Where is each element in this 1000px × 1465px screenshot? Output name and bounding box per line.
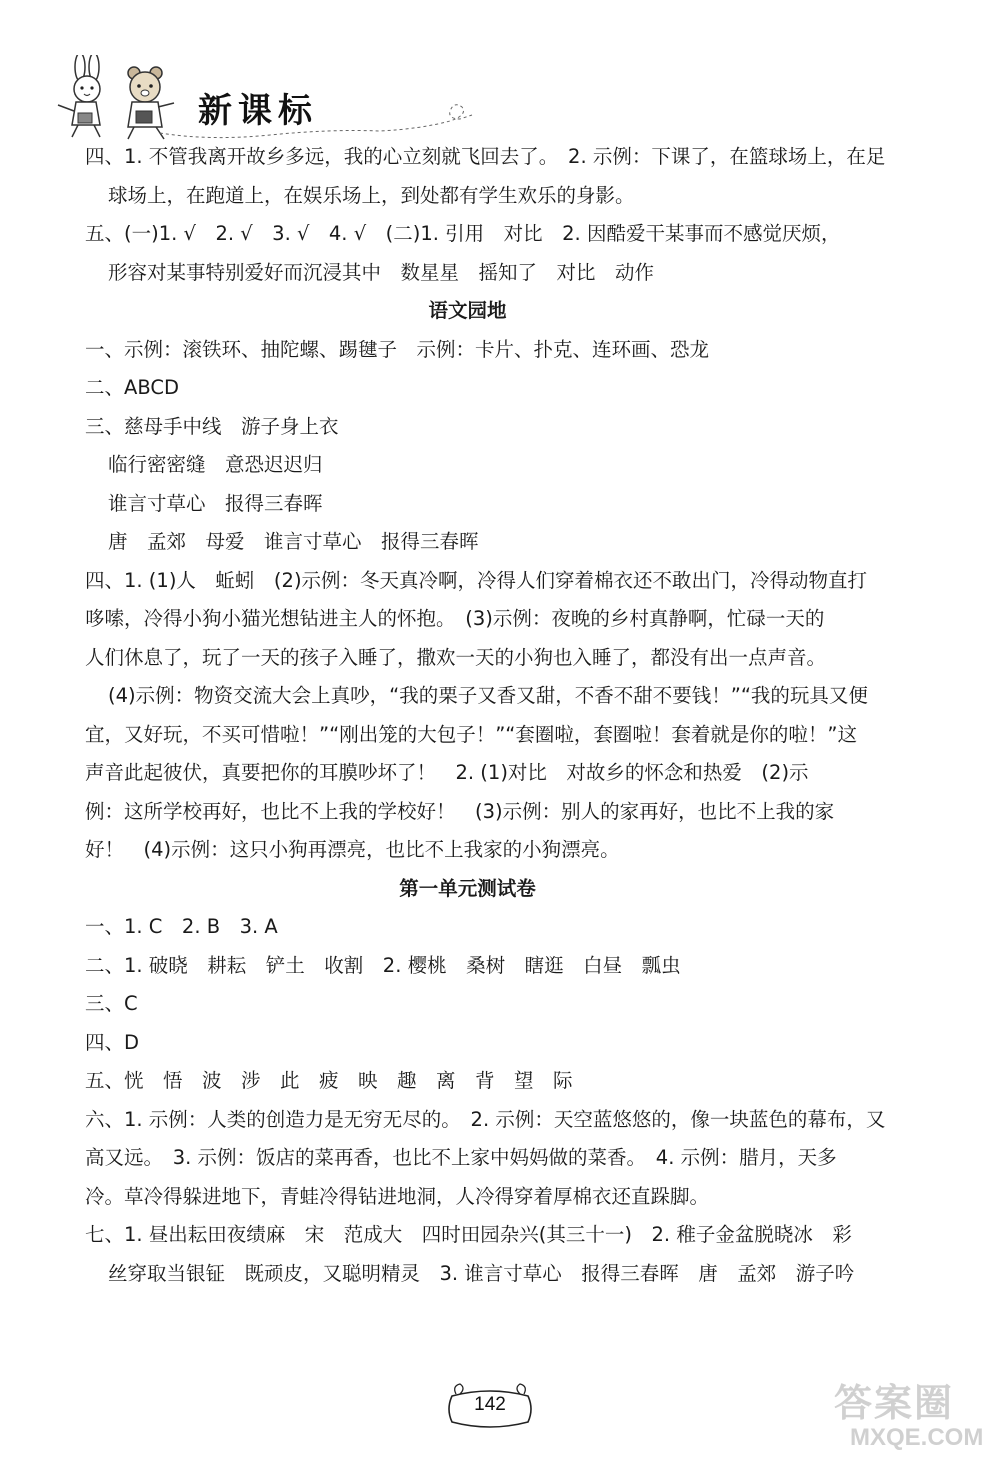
text-line: 一、1. C 2. B 3. A	[85, 915, 278, 938]
section-heading: 第一单元测试卷	[399, 876, 536, 900]
text-line: 一、示例：滚铁环、抽陀螺、踢毽子 示例：卡片、扑克、连环画、恐龙	[85, 337, 710, 361]
watermark-text: 答案圈	[834, 1381, 955, 1425]
text-line: 五、(一)1. √ 2. √ 3. √ 4. √ (二)1. 引用 对比 2. 因酷爱干某事而不感觉厌烦，	[85, 222, 841, 245]
text-line: 四、1. (1)人 蚯蚓 (2)示例：冬天真冷啊，冷得人们穿着棉衣还不敢出门，冷得动物直打	[85, 568, 868, 592]
text-line: 二、ABCD	[85, 376, 180, 399]
text-line: 三、C	[85, 992, 138, 1015]
page-footer	[442, 1382, 538, 1436]
text-line: 四、D	[85, 1030, 140, 1054]
text-line: 形容对某事特别爱好而沉浸其中 数星星 摇知了 对比 动作	[108, 260, 655, 284]
text-line: 四、1. 不管我离开故乡多远，我的心立刻就飞回去了。 2. 示例：下课了，在篮球场上，在足	[85, 145, 886, 168]
text-line: 唐 孟郊 母爱 谁言寸草心 报得三春晖	[108, 530, 479, 553]
text-line: 七、1. 昼出耘田夜绩麻 宋 范成大 四时田园杂兴(其三十一) 2. 稚子金盆脱晓冰 彩	[85, 1223, 852, 1246]
text-line: 丝穿取当银钲 既顽皮，又聪明精灵 3. 谁言寸草心 报得三春晖 唐 孟郊 游子吟	[108, 1261, 855, 1285]
text-line: 人们休息了，玩了一天的孩子入睡了，撒欢一天的小狗也入睡了，都没有出一点声音。	[85, 645, 827, 669]
text-line: 二、1. 破晓 耕耘 铲土 收割 2. 樱桃 桑树 瞎逛 白昼 瓢虫	[85, 953, 681, 977]
text-line: 冷。草冷得躲进地下，青蛙冷得钻进地洞，人冷得穿着厚棉衣还直跺脚。	[85, 1184, 710, 1208]
text-line: 临行密密缝 意恐迟迟归	[108, 453, 323, 476]
section-heading: 语文园地	[428, 299, 507, 322]
watermark-url: MXQE.COM	[850, 1424, 984, 1451]
text-line: 例：这所学校再好，也比不上我的学校好！ (3)示例：别人的家再好，也比不上我的家	[85, 799, 835, 823]
watermark	[828, 1368, 990, 1460]
brand-title: 新课标	[198, 91, 318, 131]
text-line: 宜，又好玩，不买可惜啦！”“刚出笼的大包子！”“套圈啦，套圈啦！套着就是你的啦！”这	[85, 722, 858, 746]
text-line: 球场上，在跑道上，在娱乐场上，到处都有学生欢乐的身影。	[108, 183, 635, 207]
page-number: 142	[474, 1394, 506, 1415]
text-line: 哆嗦，冷得小狗小猫光想钻进主人的怀抱。 (3)示例：夜晚的乡村真静啊，忙碌一天的	[85, 607, 825, 630]
text-line: 三、慈母手中线 游子身上衣	[85, 414, 339, 438]
text-line: 五、恍 悟 波 涉 此 疲 映 趣 离 背 望 际	[85, 1069, 573, 1092]
text-line: (4)示例：物资交流大会上真吵，“我的栗子又香又甜，不香不甜不要钱！”“我的玩具又便	[108, 684, 868, 707]
text-line: 高又远。 3. 示例：饭店的菜再香，也比不上家中妈妈做的菜香。 4. 示例：腊月，天多	[85, 1146, 837, 1169]
text-line: 谁言寸草心 报得三春晖	[108, 491, 323, 515]
text-line: 好！ (4)示例：这只小狗再漂亮，也比不上我家的小狗漂亮。	[85, 838, 620, 861]
text-line: 六、1. 示例：人类的创造力是无穷无尽的。 2. 示例：天空蓝悠悠的，像一块蓝色的幕布，又	[85, 1107, 886, 1131]
text-line: 声音此起彼伏，真要把你的耳膜吵坏了！ 2. (1)对比 对故乡的怀念和热爱 (2)示	[85, 761, 809, 784]
answer-text	[85, 138, 900, 1293]
page-header	[50, 55, 550, 145]
